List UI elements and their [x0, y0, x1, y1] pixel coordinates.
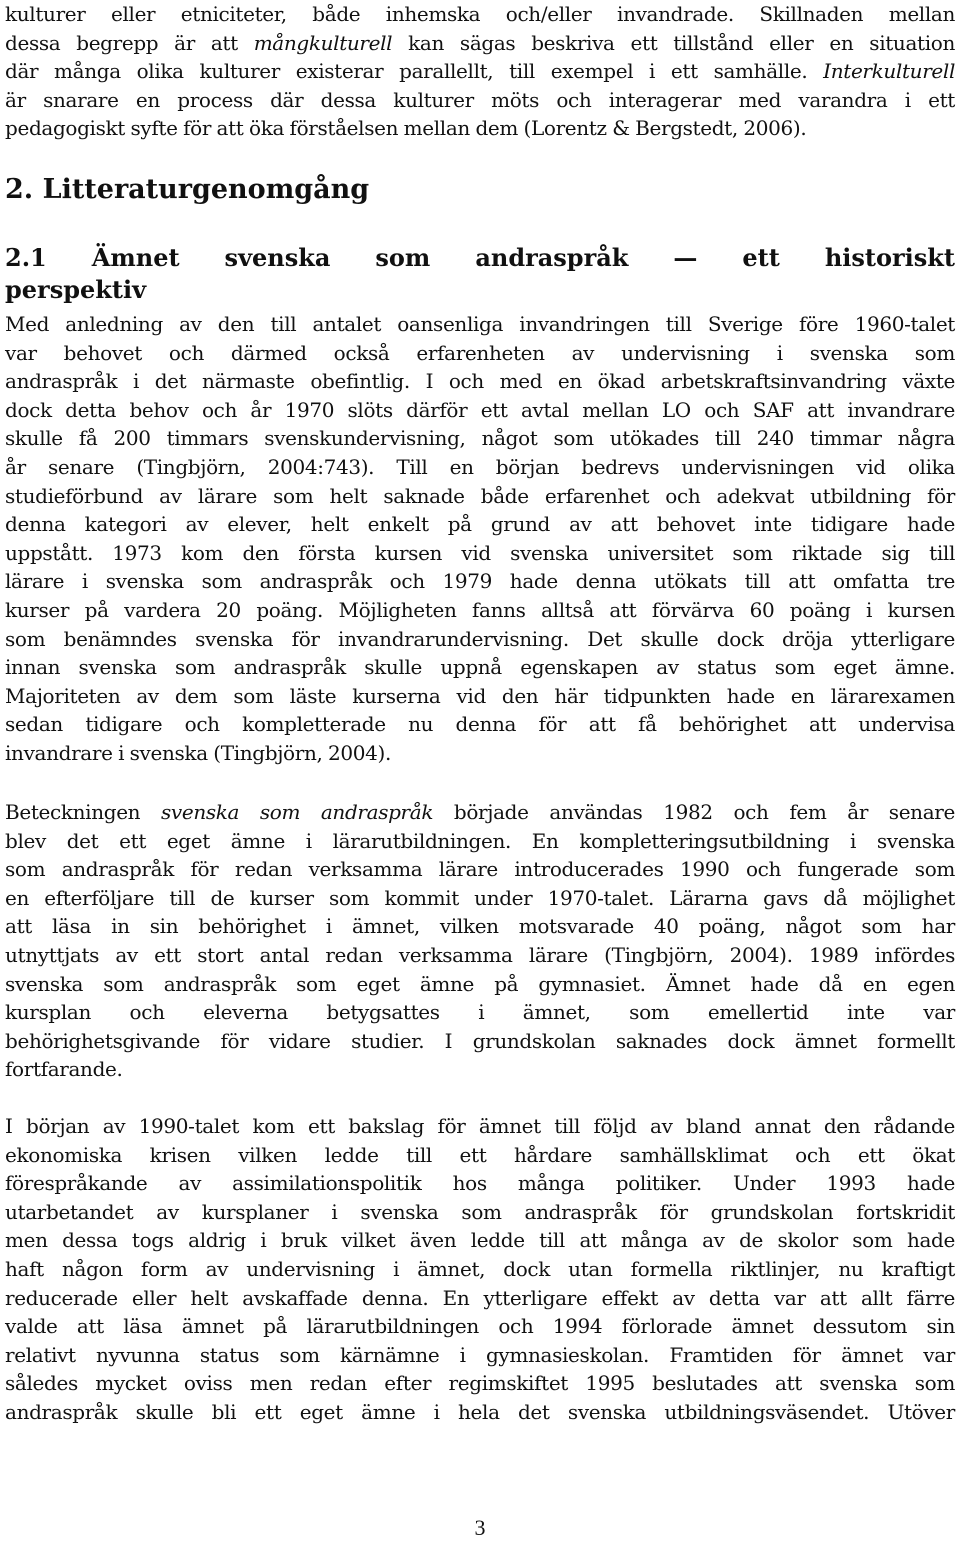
text-line: fortfarande.	[5, 1057, 123, 1082]
text-span: dessa begrepp är att mångkulturell kan sägas beskriva ett tillstånd eller en situation	[5, 30, 955, 55]
text-line: uppstått. 1973 kom den första kursen vid svenska universitet som riktade sig till	[5, 540, 955, 565]
text-line: relativt nyvunna status som kärnämne i gymnasieskolan. Framtiden för ämnet var	[5, 1342, 955, 1367]
text-line: kurser på vardera 20 poäng. Möjligheten fanns alltså att förvärva 60 poäng i kursen	[5, 597, 955, 622]
text-line: dock detta behov och år 1970 slöts därför ett avtal mellan LO och SAF att invandrare	[5, 397, 955, 422]
text-line: andraspråk i det närmaste obefintlig. I och med en ökad arbetskraftsinvandring växte	[5, 369, 955, 394]
text-line: ekonomiska krisen vilken ledde till ett hårdare samhällsklimat och ett ökat	[5, 1142, 955, 1167]
text-line: som benämndes svenska för invandrarundervisning. Det skulle dock dröja ytterligare	[5, 626, 955, 651]
text-line: Majoriteten av dem som läste kurserna vid den här tidpunkten hade en lärarexamen	[5, 683, 955, 708]
text-line: svenska som andraspråk som eget ämne på gymnasiet. Ämnet hade då en egen	[5, 971, 955, 996]
emphasis-term: mångkulturell	[253, 30, 393, 55]
text-line: som andraspråk för redan verksamma lärare introducerades 1990 och fungerade som	[5, 857, 955, 882]
text-span: Beteckningen	[5, 800, 161, 824]
paragraph-intro	[5, 0, 955, 143]
text-line: således mycket oviss men redan efter regimskiftet 1995 beslutades att svenska som	[5, 1371, 955, 1396]
text-line: var behovet och därmed också erfarenheten av undervisning i svenska som	[5, 340, 955, 365]
text-line: år senare (Tingbjörn, 2004:743). Till en början bedrevs undervisningen vid olika	[5, 454, 955, 479]
text-line: I början av 1990-talet kom ett bakslag för ämnet till följd av bland annat den rådande	[5, 1114, 955, 1138]
text-line: skulle få 200 timmars svenskundervisning, något som utökades till 240 timmar några	[5, 426, 955, 451]
text-line: andraspråk skulle bli ett eget ämne i hela det svenska utbildningsväsendet. Utöver	[5, 1399, 955, 1424]
emphasis-term: Interkulturell	[823, 59, 955, 84]
subsection-heading	[5, 242, 955, 306]
paragraph-1990s	[5, 1112, 955, 1427]
paragraph-designation	[5, 798, 955, 1084]
text-line: behörighetsgivande för vidare studier. I grundskolan saknades dock ämnet formellt	[5, 1028, 955, 1053]
document-page	[5, 0, 955, 1541]
text-line: pedagogiskt syfte för att öka förståelsen mellan dem (Lorentz & Bergstedt, 2006).	[5, 116, 807, 141]
text-line: invandrare i svenska (Tingbjörn, 2004).	[5, 740, 391, 765]
text-line	[5, 57, 955, 86]
text-line: denna kategori av elever, helt enkelt på grund av att behovet inte tidigare hade	[5, 512, 955, 537]
text-line: utnyttjats av ett stort antal redan verksamma lärare (Tingbjörn, 2004). 1989 infördes	[5, 942, 955, 967]
page-number: 3	[474, 1515, 486, 1540]
section-heading: 2. Litteraturgenomgång	[5, 174, 370, 205]
text-span: började användas 1982 och fem år senare	[433, 800, 955, 824]
text-line: utarbetandet av kursplaner i svenska som andraspråk för grundskolan fortskridit	[5, 1199, 955, 1224]
text-line: sedan tidigare och kompletterade nu denna för att få behörighet att undervisa	[5, 712, 955, 737]
text-line: haft någon form av undervisning i ämnet, dock utan formella riktlinjer, nu kraftigt	[5, 1256, 955, 1281]
text-line: innan svenska som andraspråk skulle uppnå egenskapen av status som eget ämne.	[5, 655, 955, 680]
emphasis-term: svenska som andraspråk	[160, 800, 434, 824]
subsection-heading-line-2: perspektiv	[5, 275, 147, 304]
text-span: där många olika kulturer existerar parallellt, till exempel i ett samhälle. Interkulturell	[5, 59, 955, 84]
text-line: valde att läsa ämnet på lärarutbildningen och 1994 förlorade ämnet dessutom sin	[5, 1314, 955, 1339]
text-line: att läsa in sin behörighet i ämnet, vilken motsvarade 40 poäng, något som har	[5, 914, 955, 939]
paragraph-history	[5, 310, 955, 768]
text-line: blev det ett eget ämne i lärarutbildningen. En kompletteringsutbildning i svenska	[5, 828, 955, 853]
text-line: reducerade eller helt avskaffade denna. En ytterligare effekt av detta var att allt färre	[5, 1285, 955, 1310]
text-line: studieförbund av lärare som helt saknade både erfarenhet och adekvat utbildning för	[5, 483, 955, 508]
text-line: lärare i svenska som andraspråk och 1979 hade denna utökats till att omfatta tre	[5, 569, 955, 594]
subsection-heading-line-1: 2.1 Ämnet svenska som andraspråk — ett historiskt	[5, 243, 955, 272]
text-line: kulturer eller etniciteter, både inhemska och/eller invandrade. Skillnaden mellan	[5, 2, 955, 26]
text-line: Med anledning av den till antalet oansenliga invandringen till Sverige före 1960-talet	[5, 312, 955, 336]
text-line: kursplan och eleverna betygsattes i ämnet, som emellertid inte var	[5, 1000, 955, 1025]
text-line	[5, 29, 955, 58]
text-line: en efterföljare till de kurser som kommit under 1970-talet. Lärarna gavs då möjlighet	[5, 885, 955, 910]
text-line: men dessa togs aldrig i bruk vilket även ledde till att många av de skolor som hade	[5, 1228, 955, 1253]
text-line	[5, 798, 955, 827]
text-line: är snarare en process där dessa kulturer möts och interagerar med varandra i ett	[5, 87, 955, 112]
text-line: förespråkande av assimilationspolitik hos många politiker. Under 1993 hade	[5, 1171, 955, 1196]
